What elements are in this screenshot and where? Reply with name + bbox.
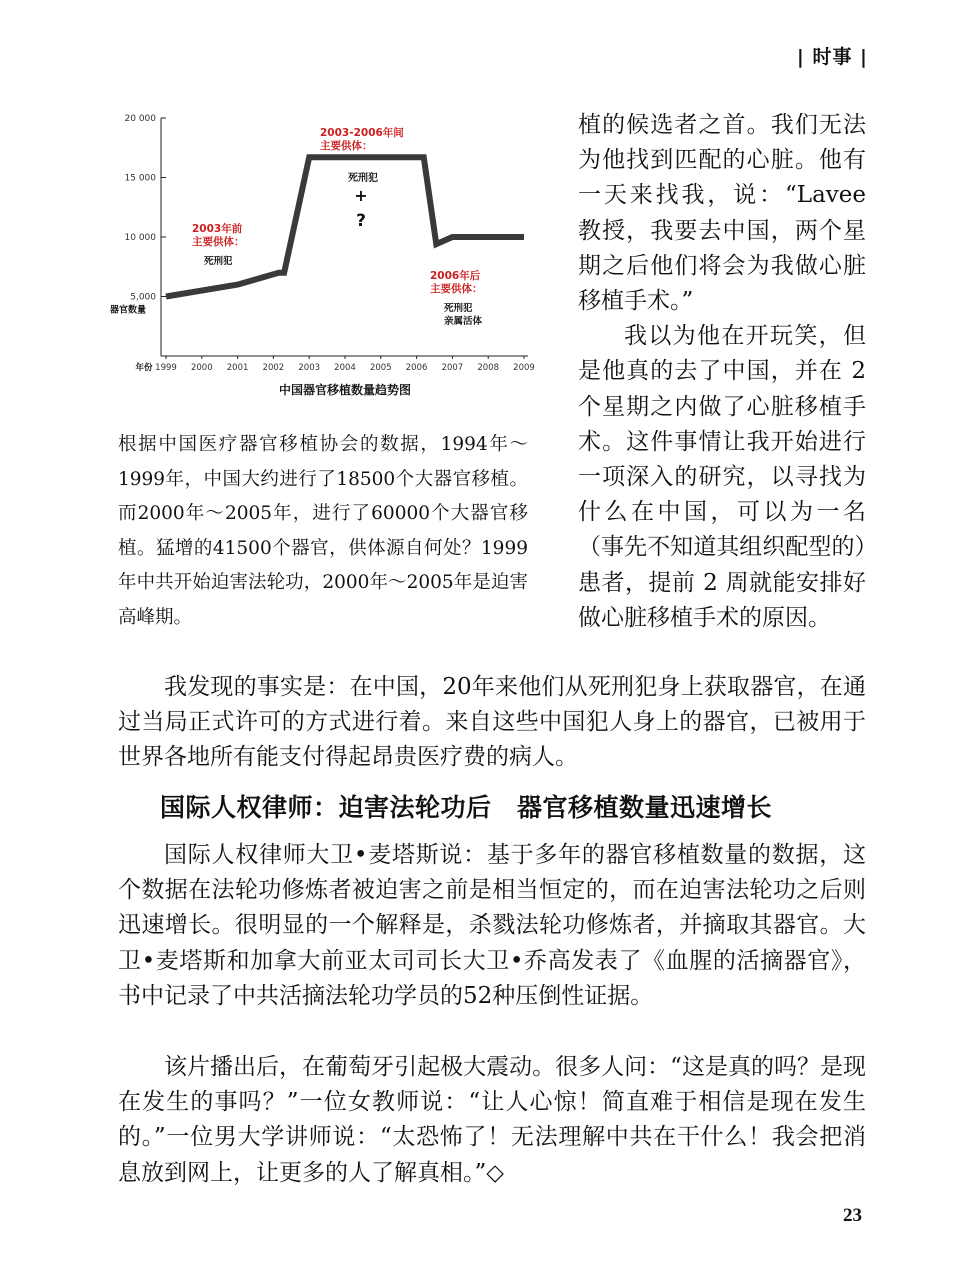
x-tick-label: 2002	[262, 363, 285, 373]
y-tick-label: 10 000	[124, 233, 156, 243]
section-heading: 国际人权律师：迫害法轮功后 器官移植数量迅速增长	[160, 793, 773, 822]
paragraph-text: 该片播出后，在葡萄牙引起极大震动。很多人问：“这是真的吗？是现在发生的事吗？”一位女教师说：“让人心惊！简直难于相信是现在发生的。”一位男大学讲师说：“太恐怖了！无法理解中共在干什么！我会把消息放到网上，让更多的人了解真相。”◇	[118, 1054, 866, 1186]
annotation-pre-source: 死刑犯	[204, 256, 233, 267]
caption-paragraph: 根据中国医疗器官移植协会的数据，1994年～1999年，中国大约进行了18500个大器官移植。而2000年～2005年，进行了60000个大器官移植。猛增的41500个器官，供体源自何处？1999年中共开始迫害法轮功，2000年～2005年是迫害高峰期。	[118, 434, 528, 628]
x-tick-label: 2006	[405, 363, 428, 373]
right-paragraph-2: 我以为他在开玩笑，但是他真的去了中国，并在 2 个星期之内做了心脏移植手术。这件事情让我开始进行一项深入的研究，以寻找为什么在中国，可以为一名（事先不知道其组织配型的）患者，提前 2 周就能安排好做心脏移植手术的原因。	[578, 323, 866, 631]
paragraph-text: 我发现的事实是：在中国，20年来他们从死刑犯身上获取器官，在通过当局正式许可的方式进行着。来自这些中国犯人身上的器官，已被用于世界各地所有能支付得起昂贵医疗费的病人。	[118, 674, 866, 771]
x-axis-label: 年份	[135, 363, 153, 373]
x-tick-label: 2003	[298, 363, 321, 373]
x-tick-label: 2000	[190, 363, 213, 373]
annotation-post-title: 2006年后	[430, 270, 481, 282]
annotation-mid-subtitle: 主要供体：	[320, 140, 373, 152]
section-label: | 时事 |	[796, 46, 868, 68]
organ-transplant-chart	[108, 108, 538, 408]
annotation-mid-title: 2003-2006年间	[320, 127, 404, 139]
x-tick-label: 2008	[477, 363, 500, 373]
annotation-mid-question: ?	[356, 211, 366, 231]
y-tick-label: 20 000	[124, 114, 156, 124]
page-number: 23	[843, 1205, 862, 1226]
annotation-mid-source: 死刑犯	[348, 173, 378, 184]
y-axis-label: 器官数量	[110, 305, 147, 316]
x-tick-label: 2007	[441, 363, 464, 373]
right-paragraph-1: 植的候选者之首。我们无法为他找到匹配的心脏。他有一天来找我，说：“Lavee 教授，我要去中国，两个星期之后他们将会为我做心脏移植手术。”	[578, 112, 866, 315]
body-paragraph-lawyer	[118, 838, 866, 1014]
y-tick-label: 5,000	[130, 292, 156, 303]
annotation-post-source-1: 死刑犯	[444, 303, 473, 314]
x-tick-label: 2001	[226, 363, 249, 373]
annotation-post-subtitle: 主要供体：	[430, 283, 483, 295]
annotation-pre-subtitle: 主要供体：	[192, 236, 245, 248]
x-tick-label: 2009	[513, 363, 535, 373]
figure-caption-text	[118, 428, 528, 635]
annotation-post-source-2: 亲属活体	[444, 316, 483, 327]
body-paragraph-reaction	[118, 1050, 866, 1191]
annotation-mid-plus: +	[354, 186, 368, 205]
annotation-pre-title: 2003年前	[192, 223, 243, 235]
right-column	[578, 108, 866, 636]
x-tick-label: 1999	[155, 363, 177, 373]
paragraph-text: 国际人权律师大卫•麦塔斯说：基于多年的器官移植数量的数据，这个数据在法轮功修炼者被迫害之前是相当恒定的，而在迫害法轮功之后则迅速增长。很明显的一个解释是，杀戮法轮功修炼者，并摘取其器官。大卫•麦塔斯和加拿大前亚太司司长大卫•乔高发表了《血腥的活摘器官》，书中记录了中共活摘法轮功学员的52种压倒性证据。	[118, 842, 866, 1009]
x-tick-label: 2004	[334, 363, 356, 373]
y-tick-label: 15 000	[124, 173, 156, 184]
x-tick-label: 2005	[369, 363, 392, 373]
chart-svg	[108, 108, 538, 408]
body-paragraph-found	[118, 670, 866, 776]
chart-title: 中国器官移植数量趋势图	[278, 383, 412, 397]
